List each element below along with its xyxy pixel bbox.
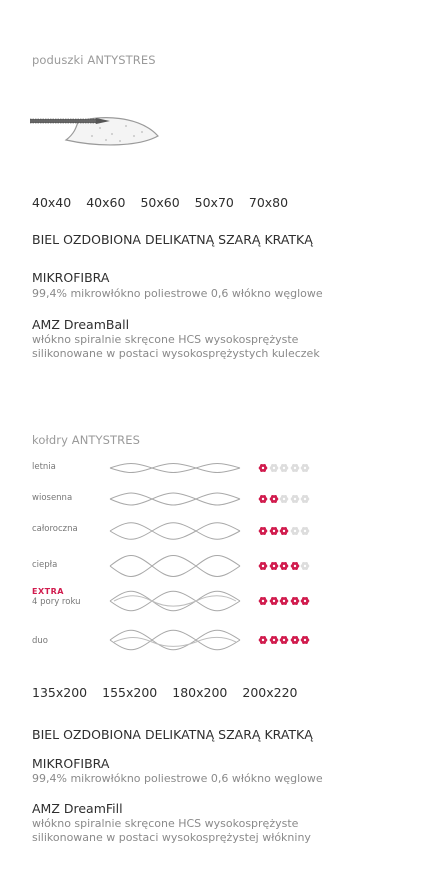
warmth-flower-icon	[290, 635, 300, 645]
warmth-indicator	[258, 561, 310, 571]
warmth-flower-icon	[269, 463, 279, 473]
warmth-flower-icon	[300, 596, 310, 606]
duvet-size: 135x200	[32, 685, 88, 700]
warmth-flower-icon	[279, 463, 289, 473]
pillow-zipper-icon	[30, 108, 170, 154]
pillow-size: 70x80	[248, 195, 289, 210]
warmth-indicator	[258, 494, 310, 504]
duvet-row-label: całoroczna	[32, 524, 78, 534]
duvet-wave-icon	[108, 520, 242, 542]
duvet-material-name: MIKROFIBRA	[32, 756, 110, 771]
duvet-size: 200x220	[242, 685, 298, 700]
warmth-indicator	[258, 526, 310, 536]
warmth-indicator	[258, 596, 310, 606]
duvet-wave-icon	[108, 627, 242, 653]
duvet-row-label: 4 pory roku	[32, 597, 81, 607]
warmth-flower-icon	[279, 494, 289, 504]
duvet-row-label: letnia	[32, 462, 56, 472]
pillow-material-name: AMZ DreamBall	[32, 317, 130, 332]
warmth-flower-icon	[279, 526, 289, 536]
duvet-row-label: wiosenna	[32, 493, 73, 503]
warmth-flower-icon	[279, 561, 289, 571]
duvet-row-label: ciepła	[32, 560, 58, 570]
duvet-sizes	[32, 685, 298, 700]
pillow-material-name: MIKROFIBRA	[32, 270, 110, 285]
warmth-indicator	[258, 463, 310, 473]
duvet-heading: BIEL OZDOBIONA DELIKATNĄ SZARĄ KRATKĄ	[32, 727, 313, 742]
duvet-size: 180x200	[172, 685, 228, 700]
pillow-size: 50x60	[140, 195, 180, 210]
pillow-heading: BIEL OZDOBIONA DELIKATNĄ SZARĄ KRATKĄ	[32, 232, 313, 247]
warmth-flower-icon	[258, 494, 268, 504]
pillow-sizes	[32, 195, 288, 210]
duvet-material-name: AMZ DreamFill	[32, 801, 123, 816]
warmth-flower-icon	[290, 526, 300, 536]
warmth-flower-icon	[300, 494, 310, 504]
warmth-flower-icon	[269, 635, 279, 645]
warmth-flower-icon	[290, 596, 300, 606]
warmth-flower-icon	[300, 561, 310, 571]
warmth-flower-icon	[300, 635, 310, 645]
warmth-flower-icon	[269, 561, 279, 571]
extra-badge: EXTRA	[32, 587, 64, 596]
warmth-flower-icon	[290, 463, 300, 473]
duvet-size: 155x200	[102, 685, 158, 700]
pillow-size: 40x40	[32, 195, 72, 210]
warmth-flower-icon	[290, 561, 300, 571]
warmth-flower-icon	[300, 526, 310, 536]
duvet-wave-icon	[108, 588, 242, 614]
warmth-flower-icon	[258, 463, 268, 473]
pillows-section-title: poduszki ANTYSTRES	[32, 53, 156, 67]
pillow-material-desc: włókno spiralnie skręcone HCS wysokosprężyste	[32, 333, 299, 346]
warmth-flower-icon	[279, 596, 289, 606]
warmth-flower-icon	[258, 561, 268, 571]
warmth-flower-icon	[269, 494, 279, 504]
pillow-size: 50x70	[194, 195, 234, 210]
warmth-flower-icon	[269, 526, 279, 536]
duvet-material-desc: 99,4% mikrowłókno poliestrowe 0,6 włókno węglowe	[32, 772, 323, 785]
duvets-section-title: kołdry ANTYSTRES	[32, 433, 141, 447]
duvet-wave-icon	[108, 491, 242, 507]
pillow-size: 40x60	[86, 195, 126, 210]
duvet-material-desc: włókno spiralnie skręcone HCS wysokosprężyste	[32, 817, 299, 830]
duvet-wave-icon	[108, 462, 242, 474]
warmth-flower-icon	[258, 526, 268, 536]
duvet-material-desc: silikonowane w postaci wysokosprężystej włókniny	[32, 831, 311, 844]
warmth-flower-icon	[300, 463, 310, 473]
warmth-flower-icon	[258, 596, 268, 606]
duvet-row-label: duo	[32, 636, 48, 646]
warmth-indicator	[258, 635, 310, 645]
warmth-flower-icon	[290, 494, 300, 504]
warmth-flower-icon	[269, 596, 279, 606]
pillow-material-desc: silikonowane w postaci wysokosprężystych kuleczek	[32, 347, 320, 360]
warmth-flower-icon	[258, 635, 268, 645]
pillow-material-desc: 99,4% mikrowłókno poliestrowe 0,6 włókno węglowe	[32, 287, 323, 300]
warmth-flower-icon	[279, 635, 289, 645]
duvet-wave-icon	[108, 552, 242, 580]
